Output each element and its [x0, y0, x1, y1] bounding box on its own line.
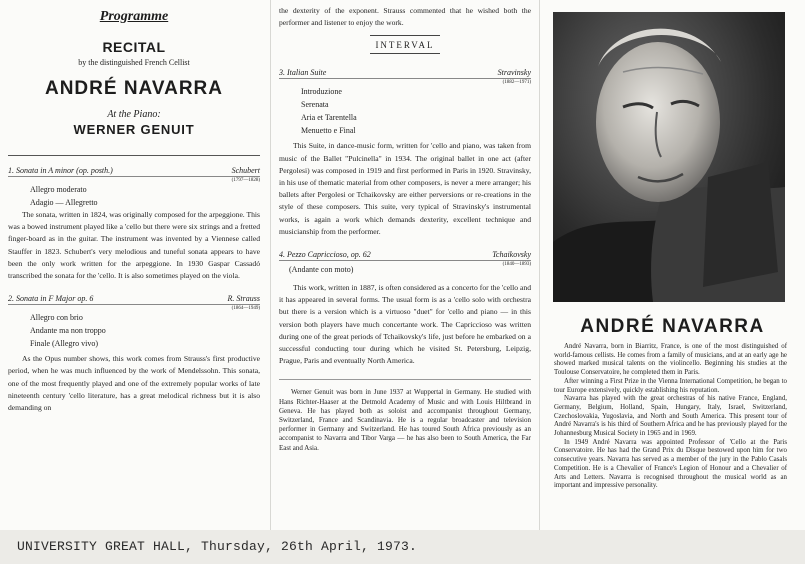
piece-4 — [271, 250, 539, 267]
piece-title-line — [8, 294, 260, 305]
divider — [8, 155, 260, 156]
piece-title: 2. Sonata in F Major op. 6 — [8, 294, 94, 304]
movement: Finale (Allegro vivo) — [30, 339, 98, 349]
divider — [370, 35, 440, 36]
piece-composer: Schubert — [231, 166, 260, 175]
movement: Allegro con brio — [30, 313, 83, 323]
programme-heading: Programme — [99, 9, 169, 24]
movement: Introduzione — [301, 87, 342, 97]
piece-title: 1. Sonata in A minor (op. posth.) — [8, 166, 113, 175]
movement: Adagio — Allegretto — [30, 198, 98, 207]
at-piano-label: At the Piano: — [107, 109, 161, 120]
recital-heading: RECITAL — [102, 39, 166, 55]
piece-2 — [0, 294, 268, 311]
piece-notes: The sonata, written in 1824, was originally composed for the arpeggione. This was a bowed instrument played like a 'cello but there were six strings and a fretted finger-board as in the guitar. The instrument was invented by a Viennese called Stauffer in 1823. Schubert's very melodious and tuneful sonata appears to have been the only work written for the arpeggione. In 1930 Gaspar Cassadó transcribed the sonata for the 'cello. It is also sometimes played on the viola. — [8, 210, 260, 281]
composer-dates: (1864—1949) — [231, 306, 260, 312]
bio-paragraph: After winning a First Prize in the Vienna International Competition, he began to tour Europe extensively, quickly establishing his reputation. — [554, 377, 787, 394]
piece-title: 4. Pezzo Capriccioso, op. 62 — [279, 250, 371, 260]
piece-composer: Stravinsky — [497, 68, 531, 78]
composer-dates: (1882—1971) — [502, 80, 531, 86]
piece-title-line — [279, 250, 531, 261]
composer-dates: (1797—1828) — [231, 178, 260, 183]
divider — [370, 53, 440, 54]
pianist-biography: Werner Genuit was born in June 1937 at Wuppertal in Germany. He studied with Hans Richter-Haaser at the Detmold Academy of Music and with Louis Hiltbrand in Geneva. He has played both as soloist and accompanist throughout Germany, Switzerland, France and Scandinavia. He is a regular broadcaster and television performer in Germany and Switzerland. He has toured South Africa previously as an accompanist to Navarra and Tibor Varga — he has also been to South America, the Far East and Asia. — [279, 379, 531, 452]
right-column — [540, 0, 805, 530]
piece-3 — [271, 68, 539, 85]
by-line: by the distinguished French Cellist — [78, 58, 190, 67]
movement: Aria et Tarentella — [301, 113, 357, 123]
pianist-name: WERNER GENUIT — [73, 122, 195, 137]
continued-text: the dexterity of the exponent. Strauss commented that he wished both the performer and listener to enjoy the work. — [279, 6, 531, 28]
performer-name: ANDRÉ NAVARRA — [44, 78, 224, 99]
movement: (Andante con moto) — [289, 265, 354, 275]
bio-paragraph: In 1949 André Navarra was appointed Professor of 'Cello at the Paris Conservatoire. He has had the Grand Prix du Disque bestowed upon him for two consecutive years. Navarra has served as a member of the jury in the Pablo Casals Competition. He is a Chevalier of France's Legion of Honour and a Chevalier of Arts and Letters. Navarra is recognised throughout the musical world as an important and impressive personality. — [554, 438, 787, 490]
movement: Serenata — [301, 100, 329, 110]
interval-heading: INTERVAL — [375, 40, 435, 51]
composer-dates: (1840—1893) — [502, 262, 531, 268]
portrait-photo-graphic — [553, 12, 785, 302]
venue-date-caption: UNIVERSITY GREAT HALL, Thursday, 26th April, 1973. — [17, 539, 418, 554]
piece-title-line — [279, 68, 531, 79]
piece-title: 3. Italian Suite — [279, 68, 327, 78]
piece-notes: This Suite, in dance-music form, written for 'cello and piano, was taken from music of the Ballet "Pulcinella" in 1934. The original ballet in one act (after Pergolesi) was composed in 1919 and first performed in Paris in 1920. Stravinsky, in his use of thematic material from other composers, is never a mere arranger; his ballets after Pergolesi or Tchaikovsky are either perversions or re-creations in the style of these composers. This suite, very typical of Stravinsky's instrumental works, is again a work which demands dexterity, excellent technique and musicianship from the performer. — [279, 141, 531, 236]
piece-composer: Tchaikovsky — [492, 250, 531, 260]
portrait-photo — [553, 12, 785, 302]
movement: Andante ma non troppo — [30, 326, 106, 336]
piece-composer: R. Strauss — [227, 294, 260, 304]
left-column — [0, 0, 268, 530]
performer-heading: ANDRÉ NAVARRA — [580, 316, 765, 337]
bio-paragraph: Navarra has played with the great orchestras of his native France, England, Germany, Belgium, Holland, Spain, Hungary, Italy, Israel, Switzerland, Czechoslovakia, Yugoslavia, and North and South America. This present tour of André Navarra's is his third of Southern Africa and he has previously played for the Johannesburg Musical Society in 1965 and in 1969. — [554, 395, 787, 438]
middle-column — [270, 0, 540, 530]
bio-paragraph: André Navarra, born in Biarritz, France, is one of the most distinguished of world-famous cellists. He comes from a family of musicians, and at an early age he showed marked musical talents on the violincello. Beginning his studies at the Toulouse Conservatoire, he completed them in Paris. — [554, 343, 787, 377]
piece-notes: As the Opus number shows, this work comes from Strauss's first productive period, when he was much influenced by the work of Mendelssohn. This sonata, one of the most frequently played and one of the extremely popular works of late nineteenth century 'cello literature, has a great melodical richness but it is also demanding on — [8, 354, 260, 413]
piece-title-line — [8, 166, 260, 177]
piece-notes: This work, written in 1887, is often considered as a concerto for the 'cello and it has appeared in several forms. The usual form is as a 'cello solo with orchestra but there is a version which is a virtuoso "duet" for 'cello and piano — in this version both players have much concertante work. The Capriccioso was written during one of the great periods of Tchaikovsky's life, just before he embarked on a successful conducting tour during which he visited St. Petersburg, Leipzig, Prague, Paris and eventually North America. — [279, 283, 531, 366]
piece-1 — [0, 166, 268, 183]
movement: Allegro moderato — [30, 185, 87, 194]
movement: Menuetto e Final — [301, 126, 356, 136]
